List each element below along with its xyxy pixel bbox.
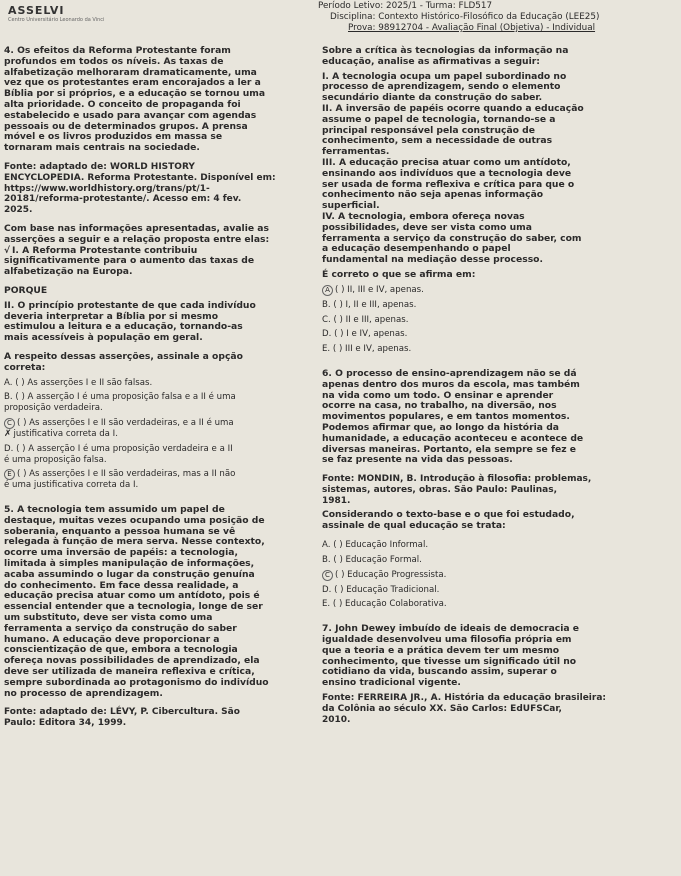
option-c[interactable] (4, 418, 326, 429)
text-line: profundos em todos os níveis. As taxas de (4, 55, 224, 67)
text-line: correta: (4, 361, 46, 373)
text-line: alfabetização na Europa. (4, 266, 133, 278)
option-e[interactable]: E. ( ) Educação Colaborativa. (322, 599, 447, 610)
option-b[interactable]: B. ( ) Educação Formal. (322, 554, 422, 565)
option-b-cont: proposição verdadeira. (4, 403, 103, 414)
question-5-source (4, 707, 326, 729)
text-line: processo de aprendizagem, sendo o elemento (322, 81, 561, 93)
source-line: Fonte: FERREIRA JR., A. História da educação brasileira: (322, 693, 607, 704)
source-line: Fonte: adaptado de: WORLD HISTORY (4, 161, 195, 172)
question-7-source (322, 693, 678, 725)
option-b[interactable]: B. ( ) I, II e III, apenas. (322, 299, 417, 310)
text-line: Bíblia por si próprios, e a educação se tornou uma (4, 88, 266, 100)
text-line: alfabetização melhoraram dramaticamente, uma (4, 66, 257, 78)
question-6-options (322, 540, 678, 610)
text-line: conhecimento, sem a necessidade de outras (322, 135, 553, 147)
option-d[interactable]: D. ( ) I e IV, apenas. (322, 329, 408, 340)
source-line: sistemas, autores, obras. São Paulo: Paulinas, (322, 484, 557, 495)
text-line: possibilidades, deve ser vista como uma (322, 221, 532, 233)
text-line: I. A tecnologia ocupa um papel subordinado no (322, 70, 567, 82)
option-e-cont: é uma justificativa correta da I. (4, 480, 139, 491)
source-line: 20181/reforma-protestante/. Acesso em: 4 fev. (4, 194, 242, 205)
text-line: fundamental na mediação desse processo. (322, 254, 543, 266)
option-b[interactable]: B. ( ) A asserção I é uma proposição falsa e a II é uma (4, 392, 236, 403)
text-line: 7. John Dewey imbuído de ideais de democracia e (322, 623, 580, 635)
option-c-label: ( ) As asserções I e II são verdadeiras, e a II é uma (17, 417, 234, 428)
source-line: ENCYCLOPEDIA. Reforma Protestante. Disponível em: (4, 172, 276, 183)
circle-mark-icon: A (322, 285, 333, 296)
text-line: movimentos populares, e em tantos momentos. (322, 411, 570, 423)
question-4-options (4, 378, 326, 492)
text-line: mais acessíveis à população em geral. (4, 332, 203, 344)
text-line: deveria interpretar a Bíblia por si mesmo (4, 310, 219, 322)
text-line: 6. O processo de ensino-aprendizagem não se dá (322, 367, 577, 379)
left-column (4, 46, 326, 729)
text-line: ensinando aos indivíduos que a tecnologia deve (322, 167, 572, 179)
text-line: conhecimento, que tivesse um significado útil no (322, 655, 577, 667)
text-line: asserções a seguir e a relação proposta entre elas: (4, 233, 270, 245)
text-line: A respeito dessas asserções, assinale a opção (4, 350, 243, 362)
text-line: conscientização de que, embora a tecnologia (4, 644, 238, 656)
text-line: Considerando o texto-base e o que foi estudado, (322, 509, 575, 521)
text-line: deve ser utilizada de maneira reflexiva e crítica, (4, 666, 255, 678)
exam-line: Prova: 98912704 - Avaliação Final (Objetiva) - Individual (348, 23, 596, 33)
text-line: secundário diante da construção do saber. (322, 92, 543, 104)
text-line: I. A Reforma Protestante contribuiu (12, 244, 198, 256)
text-line: ferramentas. (322, 146, 390, 158)
text-line: soberania, enquanto a pessoa humana se vê (4, 525, 236, 537)
text-line: ofereça novas possibilidades de aprendizado, ela (4, 655, 260, 667)
text-line: ocorre na casa, no trabalho, na diversão, nos (322, 400, 557, 412)
text-line: um substituto, deve ser vista como uma (4, 612, 213, 624)
question-6-question (322, 510, 678, 532)
text-line: IV. A tecnologia, embora ofereça novas (322, 210, 525, 222)
option-d[interactable]: D. ( ) A asserção I é uma proposição verdadeira e a II (4, 443, 233, 454)
text-line: na vida como um todo. O ensinar e aprender (322, 389, 554, 401)
question-4-source (4, 162, 326, 216)
option-e-label: ( ) As asserções I e II são verdadeiras, mas a II não (17, 469, 236, 480)
porque-label: PORQUE (4, 284, 48, 296)
text-line: do conhecimento. Em face dessa realidade, a (4, 579, 239, 591)
source-line: 2025. (4, 205, 33, 216)
text-line: alta prioridade. O conceito de propaganda foi (4, 98, 241, 110)
text-line: assinale de qual educação se trata: (322, 520, 506, 532)
text-line: móvel e os livros produzidos em massa se (4, 131, 223, 143)
text-line: diversas maneiras. Portanto, ela sempre se fez e (322, 443, 576, 455)
text-line: significativamente para o aumento das taxas de (4, 255, 255, 267)
text-line: a educação desempenhando o papel (322, 243, 511, 255)
text-line: sempre subordinada ao protagonismo do indivíduo (4, 676, 269, 688)
source-line: Paulo: Editora 34, 1999. (4, 718, 127, 729)
option-d[interactable]: D. ( ) Educação Tradicional. (322, 584, 440, 595)
text-line: apenas dentro dos muros da escola, mas também (322, 378, 580, 390)
source-line: Fonte: MONDIN, B. Introdução à filosofia: problemas, (322, 474, 592, 485)
text-line: ferramenta a serviço da construção do saber (4, 622, 237, 634)
text-line: II. A inversão de papéis ocorre quando a educação (322, 102, 584, 114)
question-4-question (4, 352, 326, 374)
option-a[interactable]: A. ( ) Educação Informal. (322, 540, 429, 551)
right-column (322, 46, 678, 725)
text-line: ferramenta a serviço da construção do saber, com (322, 232, 582, 244)
option-c-label: ( ) Educação Progressista. (335, 569, 447, 580)
text-line: assume o papel de tecnologia, tornando-se a (322, 113, 556, 125)
option-e[interactable] (4, 469, 326, 480)
text-line: se faz presente na vida das pessoas. (322, 454, 513, 466)
option-c[interactable]: C. ( ) II e III, apenas. (322, 314, 409, 325)
text-line: vez que os protestantes eram encorajados a ler a (4, 77, 261, 89)
check-mark-icon: √ (4, 245, 11, 256)
text-line: relegada à função de mera serva. Nesse contexto, (4, 536, 265, 548)
text-line: estabelecido e usado para avançar com agendas (4, 109, 257, 121)
question-7-text (322, 624, 678, 689)
source-line: 2010. (322, 714, 351, 725)
text-line: ensino tradicional vigente. (322, 677, 461, 689)
text-line: estimulou a leitura e a educação, tornando-as (4, 321, 243, 333)
option-a[interactable]: A. ( ) As asserções I e II são falsas. (4, 377, 153, 388)
text-line: humanidade, a educação aconteceu e acontece de (322, 432, 584, 444)
text-line: ser usada de forma reflexiva e crítica para que o (322, 178, 575, 190)
question-4-prompt (4, 224, 326, 246)
assertion-2 (4, 301, 326, 344)
page-header (0, 0, 681, 34)
text-line: igualdade desenvolveu uma filosofia própria em (322, 634, 572, 646)
option-a[interactable] (322, 285, 678, 296)
circle-mark-icon: E (4, 469, 15, 480)
question-5-question: É correto o que se afirma em: (322, 268, 476, 280)
option-c[interactable] (322, 570, 678, 581)
question-5-statements (322, 72, 678, 266)
text-line: limitada à simples manipulação de informações, (4, 558, 255, 570)
question-4-text (4, 46, 326, 154)
text-line: III. A educação precisa atuar como um antídoto, (322, 156, 571, 168)
text-line: II. O princípio protestante de que cada indivíduo (4, 299, 256, 311)
circle-mark-icon: C (4, 418, 15, 429)
option-d-cont: é uma proposição falsa. (4, 454, 107, 465)
institution-logo: ASSELVI (8, 4, 65, 17)
institution-subtitle: Centro Universitário Leonardo da Vinci (8, 17, 105, 23)
text-line: educação precisa atuar como um antídoto, pois é (4, 590, 260, 602)
text-line: essencial entender que a tecnologia, longe de ser (4, 601, 263, 613)
text-line: que a teoria e a prática devem ter um mesmo (322, 644, 560, 656)
text-line: Podemos afirmar que, ao longo da história da (322, 421, 559, 433)
text-line: ocorre uma inversão de papéis: a tecnologia, (4, 547, 238, 559)
source-line: Fonte: adaptado de: LÉVY, P. Cibercultura. São (4, 707, 240, 718)
text-line: Sobre a crítica às tecnologias da informação na (322, 45, 569, 56)
assertion-1 (4, 246, 326, 278)
text-line: 4. Os efeitos da Reforma Protestante foram (4, 45, 231, 56)
text-line: conhecimento não seja apenas informação (322, 189, 544, 201)
text-line: acaba assumindo o lugar da construção genuína (4, 568, 255, 580)
option-c-cont: justificativa correta da I. (13, 428, 118, 439)
option-e[interactable]: E. ( ) III e IV, apenas. (322, 344, 412, 355)
question-5-intro (322, 46, 678, 68)
period-line: Período Letivo: 2025/1 - Turma: FLD517 (318, 1, 493, 11)
text-line: cotidiano da vida, buscando assim, superar o (322, 666, 557, 678)
question-5-options (322, 285, 678, 355)
text-line: Com base nas informações apresentadas, avalie as (4, 222, 269, 234)
text-line: educação, analise as afirmativas a seguir: (322, 55, 540, 67)
text-line: principal responsável pela construção de (322, 124, 535, 136)
text-line: tornaram mais centrais na sociedade. (4, 142, 200, 154)
source-line: https://www.worldhistory.org/trans/pt/1- (4, 183, 210, 194)
option-a-label: ( ) II, III e IV, apenas. (335, 284, 424, 295)
question-6-text (322, 369, 678, 466)
text-line: destaque, muitas vezes ocupando uma posição de (4, 514, 265, 526)
text-line: no processo de aprendizagem. (4, 687, 163, 699)
text-line: superficial. (322, 200, 380, 212)
discipline-line: Disciplina: Contexto Histórico-Filosófico da Educação (LEE25) (330, 12, 600, 22)
text-line: humano. A educação deve proporcionar a (4, 633, 220, 645)
question-5-text (4, 505, 326, 699)
source-line: 1981. (322, 495, 351, 506)
question-6-source (322, 474, 678, 506)
circle-mark-icon: C (322, 570, 333, 581)
cross-mark-icon: ✗ (4, 428, 12, 439)
text-line: pessoais ou de determinados grupos. A prensa (4, 120, 248, 132)
source-line: da Colônia ao século XX. São Carlos: EdUFSCar, (322, 703, 562, 714)
text-line: 5. A tecnologia tem assumido um papel de (4, 504, 225, 516)
